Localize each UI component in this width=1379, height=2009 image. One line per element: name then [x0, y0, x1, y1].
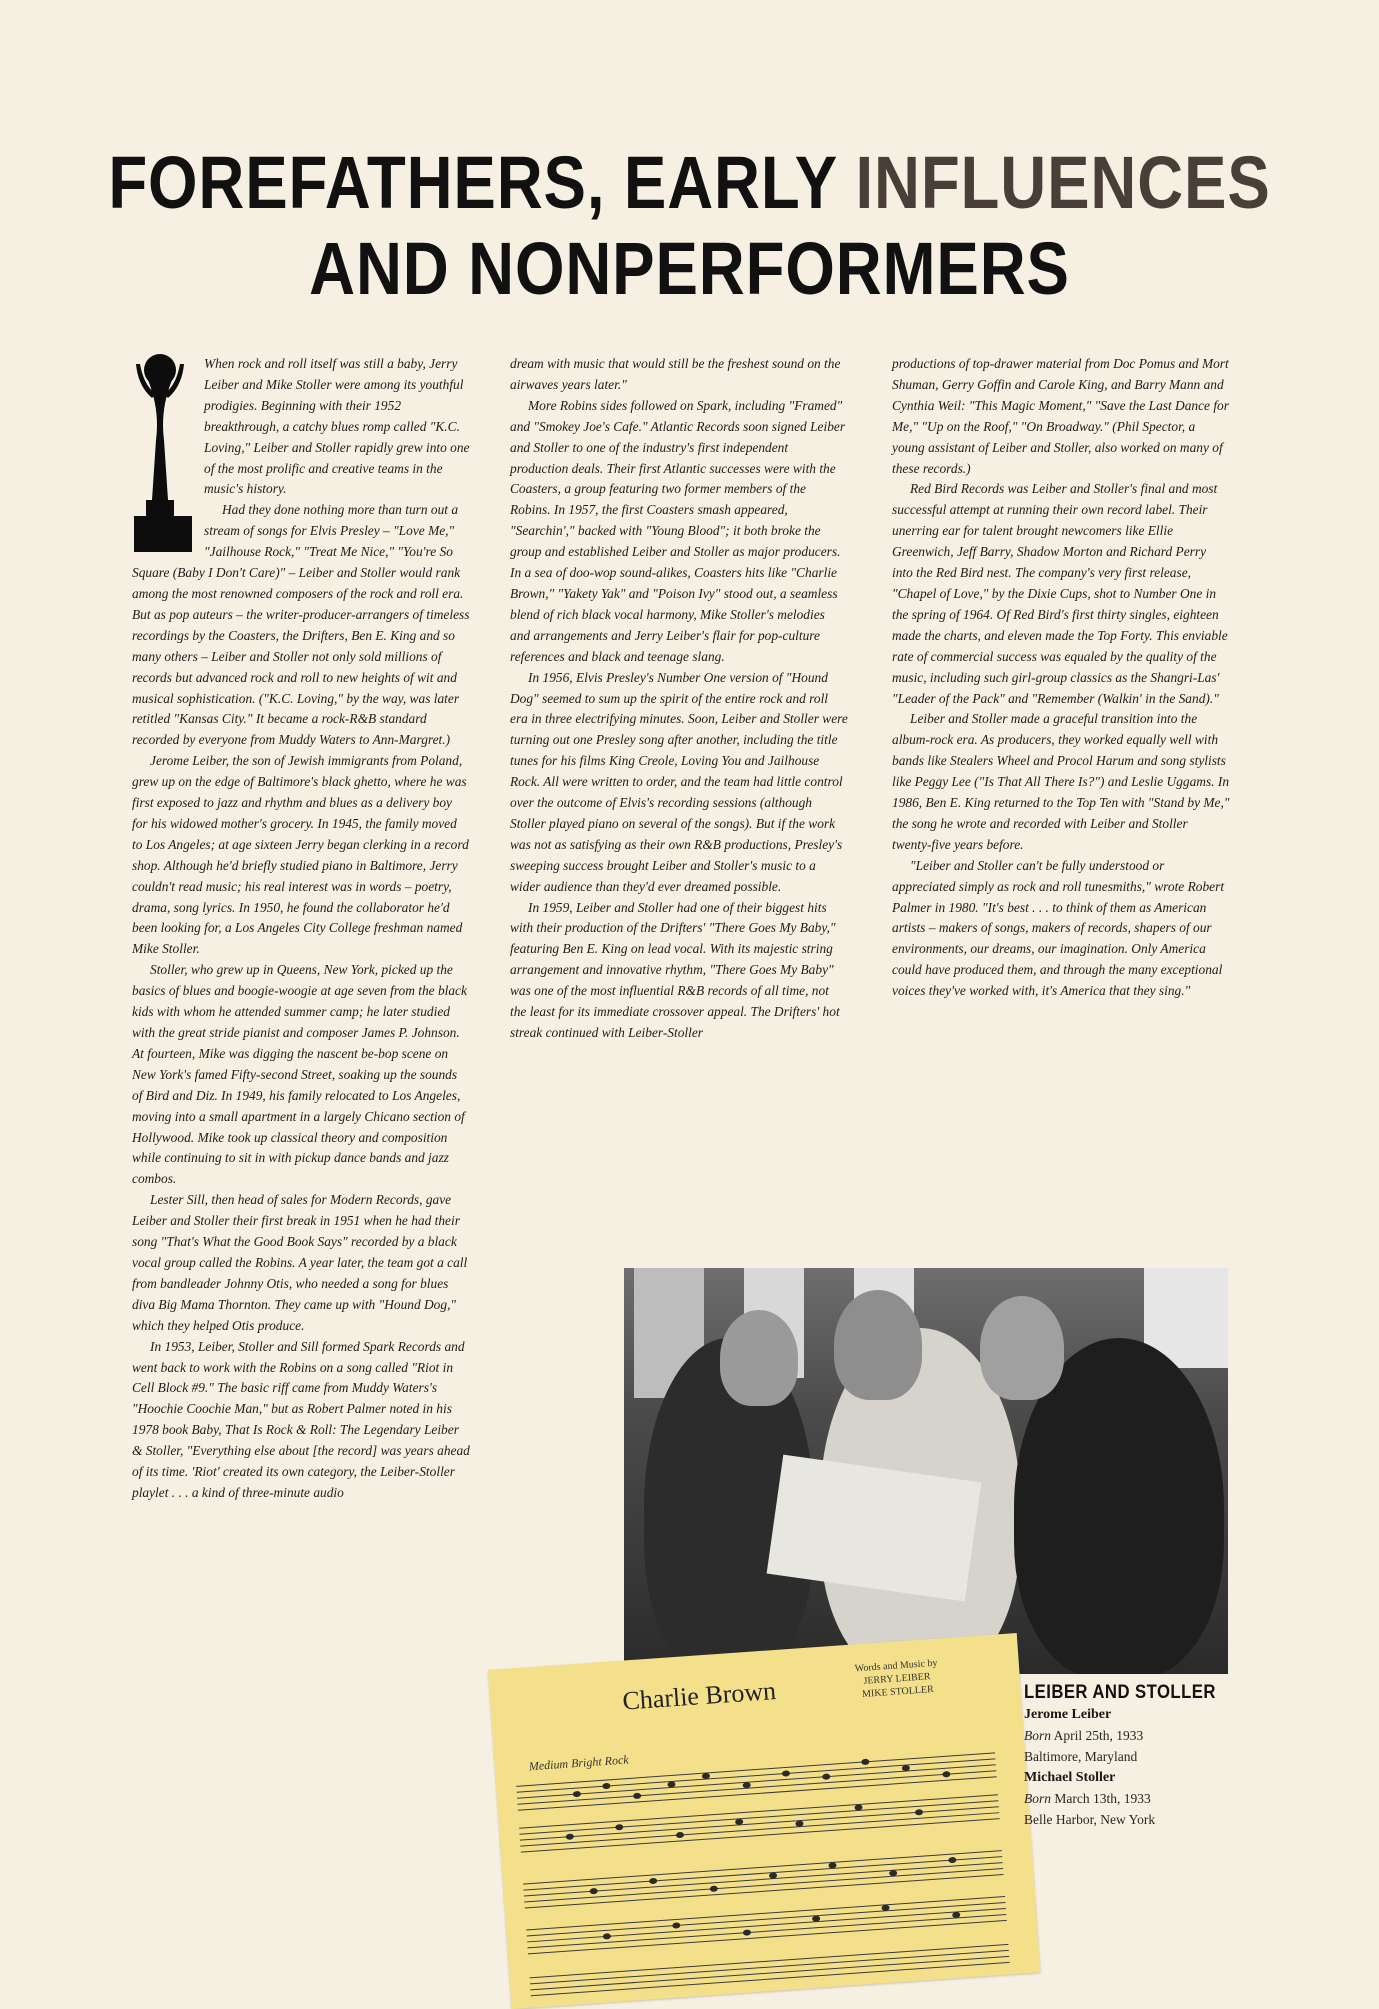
caption-place-1: Baltimore, Maryland	[1024, 1749, 1138, 1764]
page-title	[97, 140, 1283, 312]
paragraph: Leiber and Stoller made a graceful transition into the album-rock era. As producers, they worked equally well with bands like Stealers Wheel and Procol Harum and song stylists like Peggy Lee ("Is That All There Is?") and Leslie Uggams. In 1986, Ben E. King returned to the Top Ten with "Stand by Me," the song he wrote and recorded with Leiber and Stoller twenty-five years before.	[892, 711, 1230, 852]
text-column-2	[510, 354, 848, 1044]
paragraph: Stoller, who grew up in Queens, New York, picked up the basics of blues and boogie-woogie at age seven from the black kids with whom he attended summer camp; he later studied with the great stride pianist and composer James P. Johnson. At fourteen, Mike was digging the nascent be-bop scene on New York's famed Fifty-second Street, soaking up the sounds of Bird and Diz. In 1949, his family relocated to Los Angeles, moving into a small apartment in a largely Chicano section of Hollywood. Mike took up classical theory and composition while continuing to sit in with pickup dance bands and jazz combos.	[132, 962, 467, 1187]
paragraph: dream with music that would still be the freshest sound on the airwaves years later."	[510, 356, 841, 392]
caption-born-2	[1024, 1788, 1244, 1809]
sheet-music-title: Charlie Brown	[621, 1675, 777, 1716]
photo-caption	[1024, 1682, 1244, 1830]
born-date: March 13th, 1933	[1054, 1791, 1151, 1806]
award-statuette-icon	[130, 350, 196, 552]
born-date: April 25th, 1933	[1053, 1728, 1144, 1743]
paragraph: In 1953, Leiber, Stoller and Sill formed Spark Records and went back to work with the Robins on a song called "Riot in Cell Block #9." The basic riff came from Muddy Waters's "Hoochie Coochie Man," but as Robert Palmer noted in his 1978 book Baby, That Is Rock & Roll: The Legendary Leiber & Stoller, "Everything else about [the record] was years ahead of its time. 'Riot' created its own category, the Leiber-Stoller playlet . . . a kind of three-minute audio	[132, 1338, 470, 1500]
title-accent: INFLUENCES	[855, 141, 1271, 224]
paragraph: In 1959, Leiber and Stoller had one of their biggest hits with their production of the Drifters' "There Goes My Baby," featuring Ben E. King on lead vocal. With its majestic string arrangement and innovative rhythm, "There Goes My Baby" was one of the most influential R&B records of all time, not the least for its immediate crossover appeal. The Drifters' hot streak continued with Leiber-Stoller	[510, 899, 840, 1040]
caption-name-1: Jerome Leiber	[1024, 1707, 1112, 1722]
paragraph: Lester Sill, then head of sales for Modern Records, gave Leiber and Stoller their first break in 1951 when he had their song "That's What the Good Book Says" recorded by a black vocal group called the Robins. A year later, the team got a call from bandleader Johnny Otis, who needed a song for blues diva Big Mama Thornton. They came up with "Hound Dog," which they helped Otis produce.	[132, 1192, 468, 1333]
paragraph: In 1956, Elvis Presley's Number One version of "Hound Dog" seemed to sum up the spirit of the entire rock and roll era in three electrifying minutes. Soon, Leiber and Stoller were turning out one Presley song after another, including the title tunes for his films King Creole, Loving You and Jailhouse Rock. All were written to order, and the team had little control over the outcome of Elvis's recording sessions (although Stoller played piano on several of the songs). But if the work was not as satisfying as their own R&B productions, Presley's sweeping success brought Leiber and Stoller's music to a wider audience than they'd ever dreamed possible.	[510, 669, 848, 894]
paragraph: Red Bird Records was Leiber and Stoller's final and most successful attempt at running their own record label. Their unerring ear for talent brought newcomers like Ellie Greenwich, Jeff Barry, Shadow Morton and Richard Perry into the Red Bird nest. The company's very first release, "Chapel of Love," by the Dixie Cups, shot to Number One in the spring of 1964. Of Red Bird's first thirty singles, eighteen made the charts, and eleven made the Top Forty. This enviable rate of commercial success was equaled by the quality of the music, including such girl-group classics as the Shangri-Las' "Leader of the Pack" and "Remember (Walkin' in the Sand)."	[892, 481, 1228, 706]
paragraph: Jerome Leiber, the son of Jewish immigrants from Poland, grew up on the edge of Baltimore's black ghetto, where he was first exposed to jazz and rhythm and blues as a delivery boy for his widowed mother's grocery. In 1945, the family moved to Los Angeles; at age sixteen Jerry began clerking in a record shop. Although he'd briefly studied piano in Baltimore, Jerry couldn't read music; his real interest was in words – poetry, drama, song lyrics. In 1950, he found the collaborator he'd been looking for, a Los Angeles City College freshman named Mike Stoller.	[132, 753, 469, 957]
credit-line: MIKE STOLLER	[861, 1683, 935, 1700]
photo-face-right	[980, 1296, 1064, 1400]
text-column-1	[132, 354, 470, 1504]
caption-heading: LEIBER AND STOLLER	[1024, 1682, 1216, 1703]
born-label: Born	[1024, 1791, 1051, 1806]
title-line-2: AND NONPERFORMERS	[309, 227, 1070, 310]
caption-place-2: Belle Harbor, New York	[1024, 1812, 1156, 1827]
music-staves-icon	[488, 1633, 1040, 2009]
caption-born-1	[1024, 1725, 1244, 1746]
paragraph: Had they done nothing more than turn out a stream of songs for Elvis Presley – "Love Me," "Jailhouse Rock," "Treat Me Nice," "You're So Square (Baby I Don't Care)" – Leiber and Stoller would rank among the most renowned composers of the rock and roll era. But as pop auteurs – the writer-producer-arrangers of timeless recordings by the Coasters, the Drifters, Ben E. King and so many others – Leiber and Stoller not only sold millions of records but advanced rock and roll to new heights of wit and musical sophistication. ("K.C. Loving," by the way, was later retitled "Kansas City." It became a rock-R&B standard recorded by everyone from Muddy Waters to Ann-Margret.)	[132, 502, 470, 748]
paragraph: When rock and roll itself was still a baby, Jerry Leiber and Mike Stoller were among its youthful prodigies. Beginning with their 1952 breakthrough, a catchy blues romp called "K.C. Loving," Leiber and Stoller rapidly grew into one of the most prolific and creative teams in the music's history.	[204, 356, 470, 497]
title-line-1	[97, 140, 1283, 226]
text-column-3	[892, 354, 1230, 1002]
paragraph: "Leiber and Stoller can't be fully understood or appreciated simply as rock and roll tunesmiths," wrote Robert Palmer in 1980. "It's best . . . to think of them as American artists – makers of songs, makers of records, shapers of our environments, our dreams, our imagination. Only America could have produced them, and through the many exceptional voices they've worked with, it's America that they sing."	[892, 857, 1225, 999]
photo-leiber-presley-stoller	[624, 1268, 1228, 1674]
title-part: FOREFATHERS, EARLY	[108, 141, 856, 224]
sheet-music-tempo: Medium Bright Rock	[528, 1752, 630, 1774]
photo-face-left	[720, 1310, 798, 1406]
born-label: Born	[1024, 1728, 1051, 1743]
photo-face-center	[834, 1290, 922, 1400]
sheet-music-image	[488, 1633, 1040, 2009]
credit-line: JERRY LEIBER	[863, 1671, 931, 1687]
paragraph: More Robins sides followed on Spark, including "Framed" and "Smokey Joe's Cafe." Atlantic Records soon signed Leiber and Stoller to one of the industry's first independent production deals. Their first Atlantic successes were with the Coasters, a group featuring two former members of the Robins. In 1957, the first Coasters smash appeared, "Searchin'," backed with "Young Blood"; it both broke the group and established Leiber and Stoller as major producers. In a sea of doo-wop sound-alikes, Coasters hits like "Charlie Brown," "Yakety Yak" and "Poison Ivy" stood out, a seamless blend of rich black vocal harmony, Mike Stoller's melodies and arrangements and Jerry Leiber's flair for pop-culture references and black and teenage slang.	[510, 397, 846, 664]
paragraph: productions of top-drawer material from Doc Pomus and Mort Shuman, Gerry Goffin and Carole King, and Barry Mann and Cynthia Weil: "This Magic Moment," "Save the Last Dance for Me," "Up on the Roof," "On Broadway." (Phil Spector, a young assistant of Leiber and Stoller, also worked on many of these records.)	[892, 356, 1229, 476]
credit-line: Words and Music by	[854, 1657, 938, 1675]
caption-name-2: Michael Stoller	[1024, 1770, 1116, 1785]
